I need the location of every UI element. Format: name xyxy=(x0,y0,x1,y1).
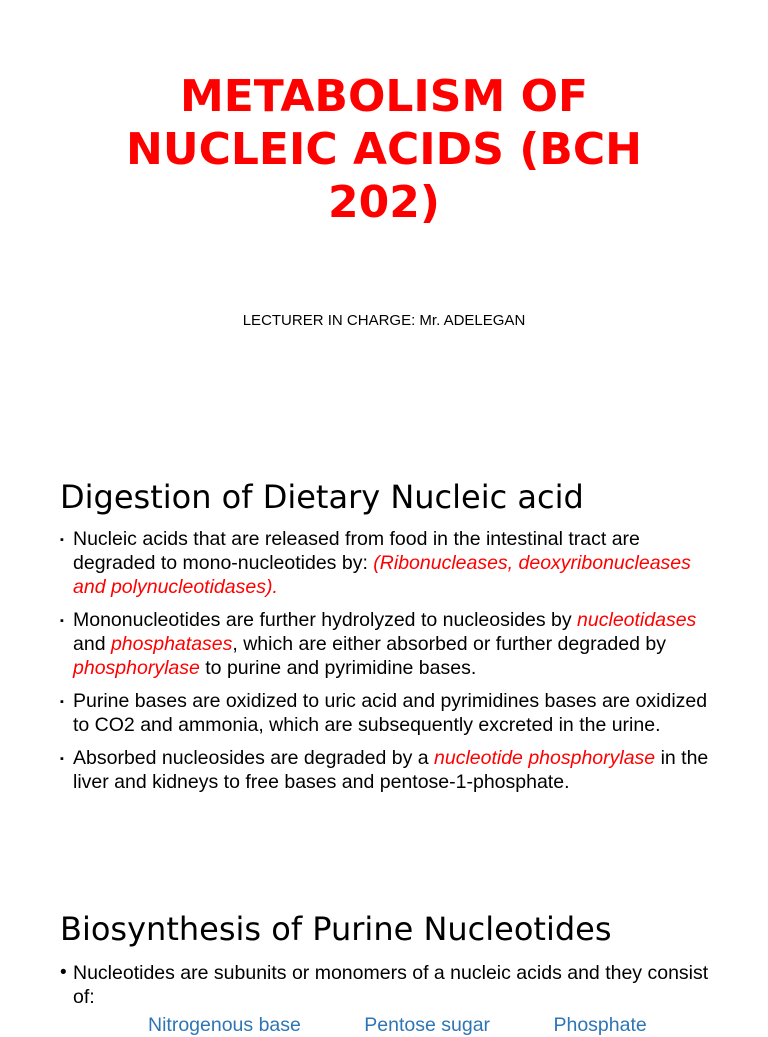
biosynthesis-bullet-list xyxy=(60,961,710,1018)
bullet-text: to purine and pyrimidine bases. xyxy=(199,657,477,679)
bullet-text: Nucleotides are subunits or monomers of a nucleic acids and they consist of: xyxy=(73,962,709,1008)
lecturer-in-charge: LECTURER IN CHARGE: Mr. ADELEGAN xyxy=(242,312,526,329)
square-bullet-icon: ▪ xyxy=(60,534,64,546)
round-bullet-icon: • xyxy=(60,962,67,983)
bullet-text: and xyxy=(73,633,111,655)
enzyme-highlight: (Ribonucleases, deoxyribonucleases and polynucleotidases). xyxy=(73,552,691,598)
slide-title: METABOLISM OF NUCLEIC ACIDS (BCH 202) xyxy=(126,71,642,228)
digestion-heading: Digestion of Dietary Nucleic acid xyxy=(60,478,584,516)
sub-item-phosphate: Phosphate xyxy=(553,1014,647,1036)
square-bullet-icon: ▪ xyxy=(60,696,64,708)
square-bullet-icon: ▪ xyxy=(60,753,64,765)
bullet-text: Nucleic acids that are released from food in the intestinal tract are degraded to mono-nucleotides by: xyxy=(73,528,640,574)
sub-item-nitrogenous-base: Nitrogenous base xyxy=(148,1014,301,1036)
bullet-text: Absorbed nucleosides are degraded by a xyxy=(73,747,434,769)
digestion-bullet-1 xyxy=(60,527,710,599)
enzyme-highlight: phosphatases xyxy=(110,633,233,655)
square-bullet-icon: ▪ xyxy=(60,615,64,627)
digestion-bullet-list xyxy=(60,527,710,803)
bullet-text: Purine bases are oxidized to uric acid and pyrimidines bases are oxidized to CO2 and ammonia, which are subsequently excreted in the urine. xyxy=(73,690,708,736)
digestion-bullet-2 xyxy=(60,608,710,680)
nucleotide-components xyxy=(148,1014,708,1037)
enzyme-highlight: nucleotidases xyxy=(577,609,697,631)
digestion-bullet-4 xyxy=(60,746,710,794)
bullet-text: in the liver and kidneys to free bases and pentose-1-phosphate. xyxy=(73,747,709,793)
bullet-text: , which are either absorbed or further degraded by xyxy=(232,633,666,655)
bullet-text: Mononucleotides are further hydrolyzed to nucleosides by xyxy=(73,609,578,631)
sub-item-pentose-sugar: Pentose sugar xyxy=(364,1014,491,1036)
digestion-bullet-3 xyxy=(60,689,710,737)
enzyme-highlight: phosphorylase xyxy=(73,657,200,679)
biosynthesis-bullet-1 xyxy=(60,961,710,1009)
biosynthesis-heading: Biosynthesis of Purine Nucleotides xyxy=(60,910,612,948)
enzyme-highlight: nucleotide phosphorylase xyxy=(434,747,656,769)
